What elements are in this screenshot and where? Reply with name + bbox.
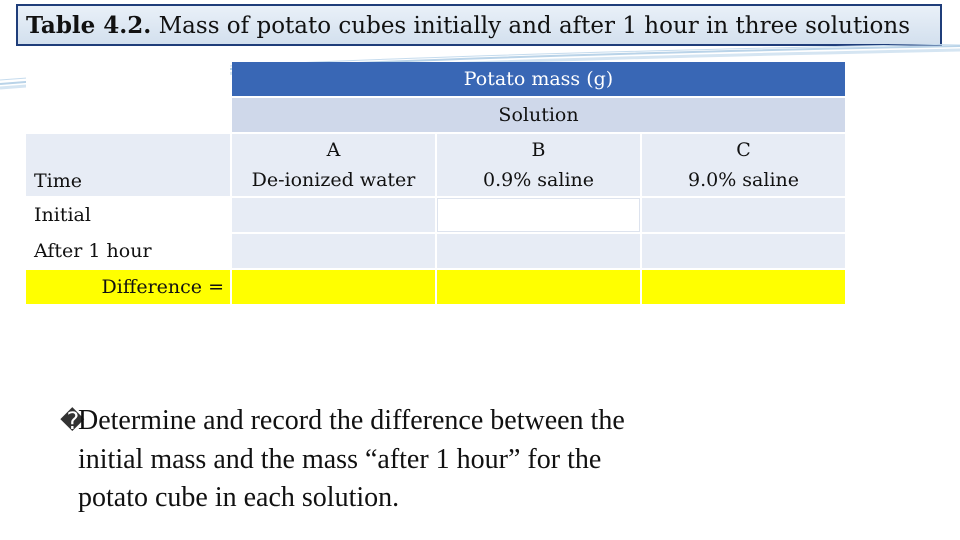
row-label-after-1-hour: After 1 hour <box>26 234 230 268</box>
instruction-bullet <box>60 402 820 517</box>
difference-row <box>26 270 845 304</box>
table-subheader-row <box>26 98 845 132</box>
solution-a-header <box>232 134 435 196</box>
time-header: Time <box>26 134 230 196</box>
cell-after-a[interactable] <box>232 234 435 268</box>
solution-b-header <box>437 134 640 196</box>
cell-difference-a[interactable] <box>232 270 435 304</box>
cell-initial-a[interactable] <box>232 198 435 232</box>
table-row <box>26 198 845 232</box>
cell-difference-b[interactable] <box>437 270 640 304</box>
solution-c-header <box>642 134 845 196</box>
bullet-icon: � <box>60 409 85 435</box>
cell-after-b[interactable] <box>437 234 640 268</box>
solution-letter: C <box>736 139 751 161</box>
solution-name: De-ionized water <box>251 169 416 191</box>
title-table-number: Table 4.2. <box>26 12 152 39</box>
title-text: Mass of potato cubes initially and after 1 hour in three solutions <box>151 13 911 39</box>
cell-after-c[interactable] <box>642 234 845 268</box>
solution-letter: A <box>326 139 341 161</box>
bullet-text-line-3: potato cube in each solution. <box>78 482 400 513</box>
bullet-text-line-1: Determine and record the difference between the <box>78 405 625 436</box>
table-header-row <box>26 62 845 96</box>
cell-difference-c[interactable] <box>642 270 845 304</box>
bullet-text-line-2: initial mass and the mass “after 1 hour” for the <box>78 444 602 475</box>
header-corner <box>26 62 230 96</box>
cell-initial-b[interactable] <box>437 198 640 232</box>
bullet-line-1 <box>60 402 820 441</box>
row-label-difference: Difference = <box>26 270 230 304</box>
table-row <box>26 234 845 268</box>
row-label-initial: Initial <box>26 198 230 232</box>
slide-title <box>16 4 942 46</box>
solution-names-row <box>26 134 845 196</box>
solution-name: 9.0% saline <box>687 169 800 191</box>
potato-mass-table <box>24 60 847 306</box>
header-potato-mass: Potato mass (g) <box>232 62 845 96</box>
subheader-corner <box>26 98 230 132</box>
solution-name: 0.9% saline <box>482 169 595 191</box>
cell-initial-c[interactable] <box>642 198 845 232</box>
solution-letter: B <box>531 139 546 161</box>
header-solution: Solution <box>232 98 845 132</box>
